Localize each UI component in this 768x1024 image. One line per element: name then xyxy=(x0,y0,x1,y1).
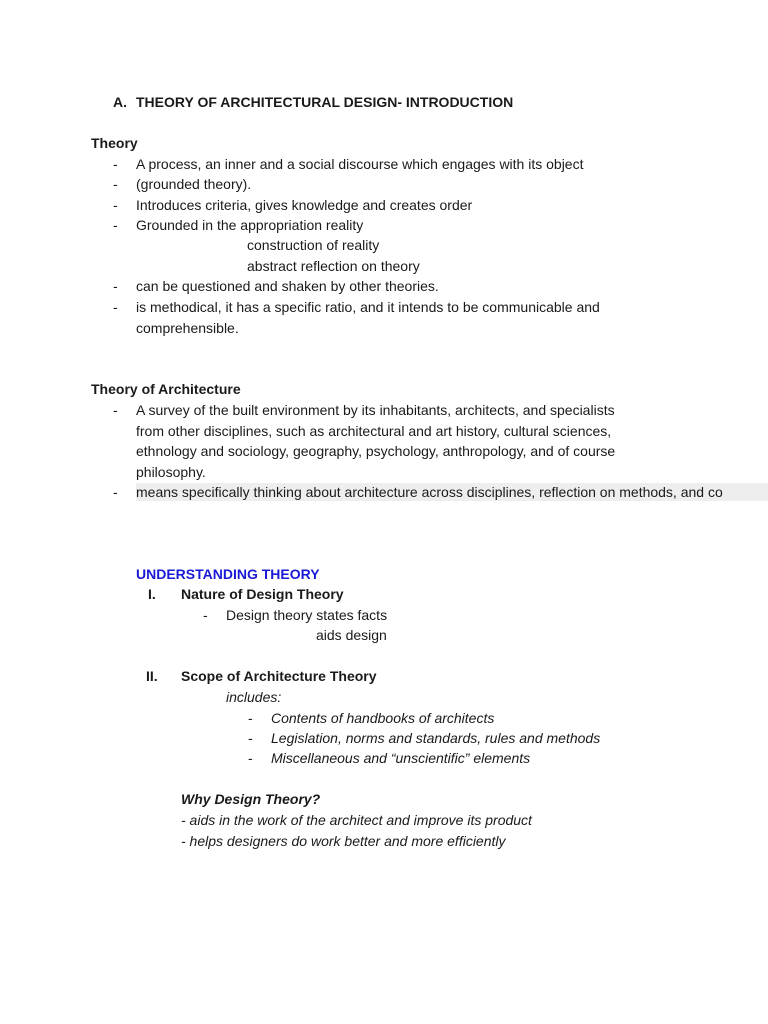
scope-item-2: Legislation, norms and standards, rules and methods xyxy=(271,730,601,746)
theory-bullet-3: Introduces criteria, gives knowledge and creates order xyxy=(136,197,473,213)
nature-heading: Nature of Design Theory xyxy=(181,586,344,602)
heading-marker: A. xyxy=(113,94,127,110)
bullet-dash: - xyxy=(113,197,118,213)
scope-heading: Scope of Architecture Theory xyxy=(181,668,377,684)
why-line-1: - aids in the work of the architect and improve its product xyxy=(181,812,532,828)
architecture-bullet-1-line-4: philosophy. xyxy=(136,464,206,480)
theory-bullet-5: can be questioned and shaken by other theories. xyxy=(136,278,439,294)
why-heading: Why Design Theory? xyxy=(181,791,321,807)
bullet-dash: - xyxy=(113,299,118,315)
architecture-bullet-2: means specifically thinking about architecture across disciplines, reflection on methods, and co xyxy=(136,483,768,501)
theory-bullet-1: A process, an inner and a social discourse which engages with its object xyxy=(136,156,584,172)
bullet-dash: - xyxy=(113,176,118,192)
bullet-dash: - xyxy=(248,710,253,726)
scope-numeral: II. xyxy=(146,668,158,684)
theory-bullet-4: Grounded in the appropriation reality xyxy=(136,217,364,233)
architecture-bullet-1-line-2: from other disciplines, such as architectural and art history, cultural sciences, xyxy=(136,423,612,439)
theory-bullet-6-continuation: comprehensible. xyxy=(136,320,239,336)
bullet-dash: - xyxy=(113,156,118,172)
nature-bullet: Design theory states facts xyxy=(226,607,388,623)
why-line-2: - helps designers do work better and more efficiently xyxy=(181,833,506,849)
bullet-dash: - xyxy=(203,607,208,623)
bullet-dash: - xyxy=(248,750,253,766)
architecture-heading: Theory of Architecture xyxy=(91,381,241,397)
understanding-heading: UNDERSTANDING THEORY xyxy=(136,566,320,582)
scope-item-1: Contents of handbooks of architects xyxy=(271,710,495,726)
theory-sub-1: construction of reality xyxy=(247,237,380,253)
theory-bullet-6: is methodical, it has a specific ratio, and it intends to be communicable and xyxy=(136,299,600,315)
bullet-dash: - xyxy=(248,730,253,746)
nature-sub: aids design xyxy=(316,627,387,643)
scope-item-3: Miscellaneous and “unscientific” elements xyxy=(271,750,531,766)
architecture-bullet-1-line-3: ethnology and sociology, geography, psychology, anthropology, and of course xyxy=(136,443,616,459)
bullet-dash: - xyxy=(113,278,118,294)
page-title: THEORY OF ARCHITECTURAL DESIGN- INTRODUCTION xyxy=(136,94,514,110)
bullet-dash: - xyxy=(113,217,118,233)
architecture-bullet-1-line-1: A survey of the built environment by its inhabitants, architects, and specialists xyxy=(136,402,615,418)
bullet-dash: - xyxy=(113,402,118,418)
nature-numeral: I. xyxy=(148,586,156,602)
theory-sub-2: abstract reflection on theory xyxy=(247,258,420,274)
theory-heading: Theory xyxy=(91,135,138,151)
bullet-dash: - xyxy=(113,484,118,500)
theory-bullet-2: (grounded theory). xyxy=(136,176,252,192)
scope-includes: includes: xyxy=(226,689,282,705)
